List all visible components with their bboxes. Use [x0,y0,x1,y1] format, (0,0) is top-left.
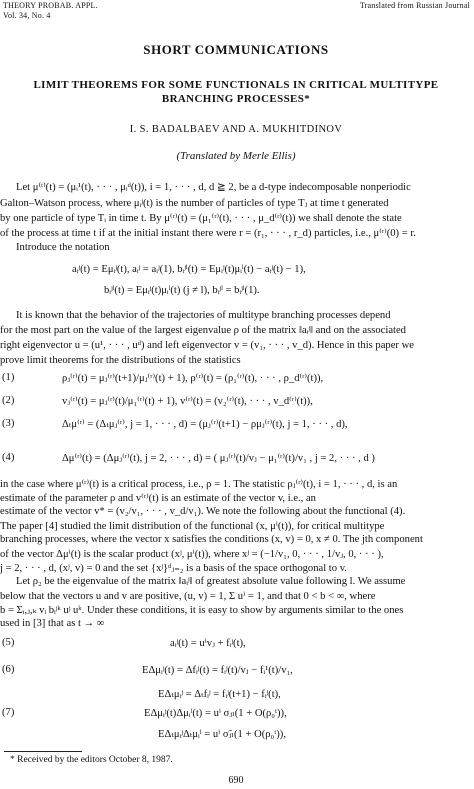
footnote: * Received by the editors October 8, 1987. [10,755,173,765]
equation-number-7: (7) [2,707,15,718]
equation-7a: EΔμᵢʲ(t)Δμᵢˡ(t) = uⁱ σⱼₗ(1 + O(ρ₀ᵗ)), [144,708,287,719]
paragraph-3-line-11: used in [3] that as t → ∞ [0,618,105,629]
translation-note: Translated from Russian Journal [359,1,470,10]
paragraph-3-line-3: estimate of the vector v* = (v₂/v₁, · · · , v_d/v₁). We note the following about the functional (4). [0,506,406,517]
article-title-line-1: LIMIT THEOREMS FOR SOME FUNCTIONALS IN CRITICAL MULTITYPE [33,79,439,91]
paragraph-3-line-10: b = Σᵢ,ⱼ,ₖ vᵢ bᵢʲᵏ uʲ uᵏ. Under these conditions, it is easy to show by arguments similar to the ones [0,605,404,616]
volume-info: Vol. 34, No. 4 [3,11,51,20]
section-title: SHORT COMMUNICATIONS [143,42,329,57]
paragraph-3-line-2: estimate of the parameter ρ and v⁽ʳ⁾(t) is an estimate of the vector v, i.e., an [0,493,316,504]
journal-name: THEORY PROBAB. APPL. [3,1,98,10]
equation-number-3: (3) [2,418,15,429]
paragraph-1-line-1: Let μ⁽ᵗ⁾(t) = (μᵢ¹(t), · · · , μᵢᵈ(t)), i = 1, · · · , d, d ≧ 2, be a d-type indecomposable nonperiodic [16,182,411,193]
paragraph-2-line-2: for the most part on the value of the largest eigenvalue ρ of the matrix ‖aᵢʲ‖ and on the associated [0,325,406,336]
translator-credit: (Translated by Merle Ellis) [176,150,296,162]
paragraph-3-line-4: The paper [4] studied the limit distribution of the functional (x, μⁱ(t)), for critical multitype [0,521,385,532]
paragraph-2-line-1: It is known that the behavior of the trajectories of multitype branching processes depend [16,310,391,321]
paragraph-3-line-5: branching processes, where the vector x satisfies the conditions (x, v) = 0, x ≠ 0. The jth component [0,534,423,545]
article-title-line-2: BRANCHING PROCESSES* [161,93,311,105]
paragraph-3-line-8: Let ρ₂ be the eigenvalue of the matrix ‖aᵢʲ‖ of greatest absolute value following l. We assume [16,576,406,587]
authors: I. S. BADALBAEV AND A. MUKHITDINOV [129,124,343,135]
paragraph-1-line-4: of the process at time t if at the initial instant there were r = (r₁, · · · , r_d) particles, i.e., μ⁽ʳ⁾(0) = r. [0,228,416,239]
paragraph-3-line-9: below that the vectors u and v are positive, (u, v) = 1, Σ uⁱ = 1, and that 0 < b < ∞, where [0,591,376,602]
equation-3: Δₜμ⁽ʳ⁾ = (Δₜμⱼ⁽ʳ⁾, j = 1, · · · , d) = (μⱼ⁽ʳ⁾(t+1) − ρμⱼ⁽ʳ⁾(t), j = 1, · · · , d), [62,419,348,430]
paragraph-3-line-1: in the case where μ⁽ʳ⁾(t) is a critical process, i.e., ρ = 1. The statistic ρⱼ⁽ʳ⁾(t), i = 1, · · · , d, is an [0,479,398,490]
paragraph-2-line-3: right eigenvector u = (u¹, · · · , uᵈ) and left eigenvector v = (v₁, · · · , v_d). Hence in this paper we [0,340,414,351]
page-number: 690 [228,775,244,786]
equation-4: Δμ⁽ʳ⁾(t) = (Δμⱼ⁽ʳ⁾(t), j = 2, · · · , d) = ( μⱼ⁽ʳ⁾(t)/vⱼ − μ₁⁽ʳ⁾(t)/v₁ , j = 2, · · · , d ) [62,453,375,464]
equation-number-6: (6) [2,664,15,675]
equation-5: aᵢʲ(t) = uⁱvⱼ + fᵢʲ(t), [170,638,246,649]
equation-number-4: (4) [2,452,15,463]
paragraph-2-line-4: prove limit theorems for the distributions of the statistics [0,355,241,366]
equation-6a: EΔμᵢʲ(t) = Δfᵢʲ(t) = fᵢʲ(t)/vⱼ − fᵢ¹(t)/v₁, [142,665,293,676]
paragraph-1-line-3: by one particle of type Tᵢ in time t. By μ⁽ʳ⁾(t) = (μ₁⁽ʳ⁾(t), · · · , μ_d⁽ʳ⁾(t)) we shall denote the state [0,213,402,224]
equation-1: ρⱼ⁽ʳ⁾(t) = μⱼ⁽ʳ⁾(t+1)/μⱼ⁽ʳ⁾(t) + 1), ρ⁽ʳ⁾(t) = (ρ₁⁽ʳ⁾(t), · · · , ρ_d⁽ʳ⁾(t)), [62,373,324,384]
notation-equation-2: bᵢʲˡ(t) = Eμᵢʲ(t)μᵢˡ(t) (j ≠ l), bᵢʲˡ = bᵢʲˡ(1). [104,285,260,296]
footnote-rule [4,751,82,752]
equation-6b: EΔₜμᵢʲ = Δₜfᵢʲ = fᵢʲ(t+1) − fᵢʲ(t), [158,689,281,700]
paragraph-1-line-2: Galton–Watson process, where μᵢʲ(t) is the number of particles of type Tⱼ at time t generated [0,198,389,209]
equation-7b: EΔₜμᵢʲΔₜμᵢˡ = uⁱ σ̃ⱼₗ(1 + O(ρ₀ᵗ)), [158,729,286,740]
notation-equation-1: aᵢʲ(t) = Eμᵢʲ(t), aᵢʲ = aᵢʲ(1), bᵢʲˡ(t) = Eμᵢʲ(t)μᵢˡ(t) − aᵢʲ(t) − 1), [72,264,306,275]
paragraph-3-line-7: j = 2, · · · , d, (xʲ, v) = 0 and the set {xʲ}ᵈⱼ₌₂ is a basis of the space orthogonal to v. [0,563,347,574]
equation-number-2: (2) [2,395,15,406]
equation-2: vⱼ⁽ʳ⁾(t) = μⱼ⁽ʳ⁾(t)/μ₁⁽ʳ⁾(t) + 1), v⁽ʳ⁾(t) = (v₂⁽ʳ⁾(t), · · · , v_d⁽ʳ⁾(t)), [62,396,313,407]
paragraph-3-line-6: of the vector Δμⁱ(t) is the scalar product (xʲ, μⁱ(t)), where xʲ = (−1/v₁, 0, · · · , 1/vⱼ, 0, · · · ), [0,549,384,560]
equation-number-5: (5) [2,637,15,648]
paragraph-1-line-5: Introduce the notation [16,242,110,253]
equation-number-1: (1) [2,372,15,383]
